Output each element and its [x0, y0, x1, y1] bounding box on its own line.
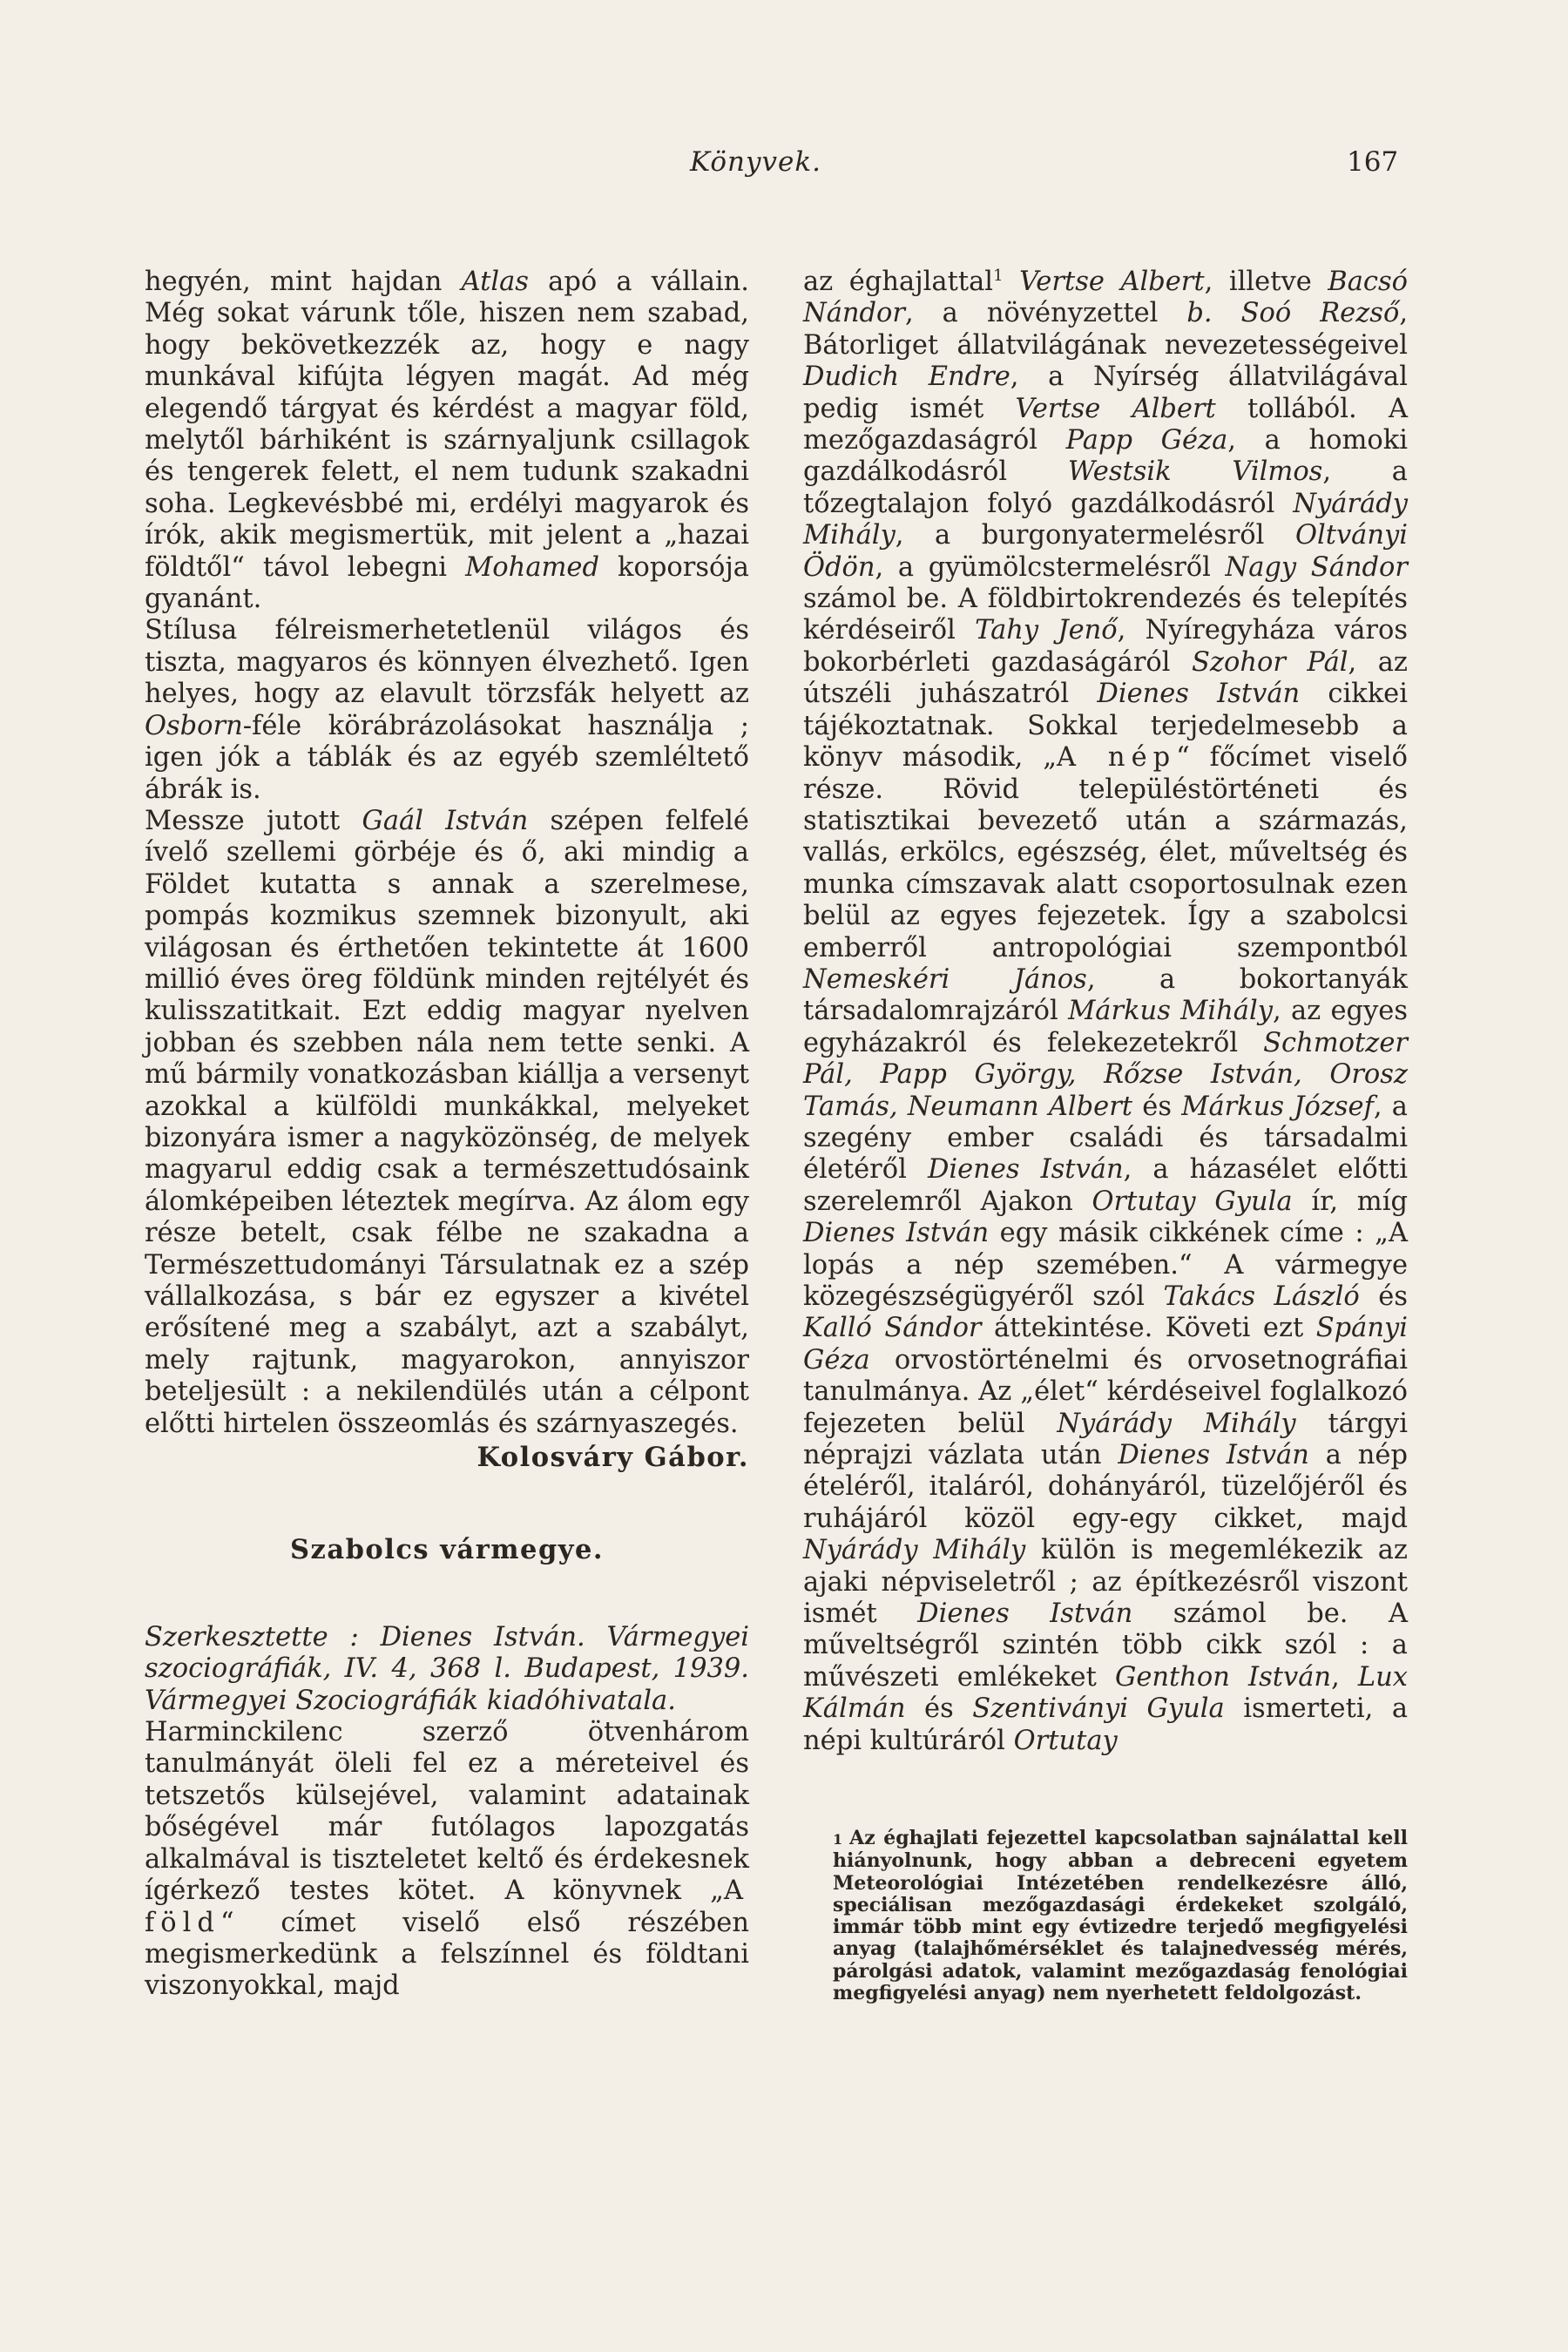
author-name: Nemeskéri János — [803, 963, 1087, 995]
paragraph: Stílusa félreismerhetetlenül világos és tiszta, magyaros és könnyen élvezhető. Igen helyes, hogy az elavult törzsfák helyett az Osborn-féle körábrázolásokat használja ; igen jók a táblák és az egyéb szemléltető ábrák is. — [145, 615, 749, 805]
text-run: , a tőzegtalajon folyó gazdálkodásról — [803, 456, 1408, 519]
text-run: az éghajlattal — [803, 267, 994, 297]
text-run: számol be. A földbirtokrendezés és telepítés kérdéseiről — [803, 584, 1408, 646]
text-run: , a burgonyatermelésről — [895, 520, 1295, 551]
paragraph — [803, 267, 1408, 1757]
text-run: ismerteti, a népi kultúráról — [803, 1693, 1409, 1756]
author-name: Genthon István — [1114, 1661, 1332, 1693]
text-run: , — [1331, 1661, 1358, 1693]
author-name: Bacsó Nándor — [803, 267, 1408, 329]
text-run: , Bátorliget állatvilágának nevezetességeivel — [803, 298, 1409, 361]
right-column — [803, 267, 1408, 1757]
paragraph: Harminckilenc szerző ötvenhárom tanulmányát öleli fel ez a méreteivel és tetszetős külsejével, valamint adatainak bőségével már futólagos lapozgatás alkalmával is tiszteletet keltő és érdekesnek ígérkező testes kötet. A könyvnek „A föld“ címet viselő első részében megismerkedünk a felszínnel és földtani viszonyokkal, majd — [145, 1717, 749, 2002]
author-name: b. Soó Rezső — [1186, 298, 1400, 329]
author-name: Márkus Mihály — [1068, 996, 1273, 1027]
author-name: Márkus József — [1181, 1091, 1374, 1122]
review-signature: Kolosváry Gábor. — [476, 1442, 749, 1474]
text-run: , az útszéli juhászatról — [803, 646, 1408, 710]
author-name: Dienes István — [1118, 1440, 1309, 1471]
footnote-reference: 1 — [993, 266, 1004, 285]
text-run: , Nyíregyháza város bokorbérleti gazdaságáról — [803, 615, 1408, 678]
text-run: orvostörténelmi és orvosetnográfiai tanulmánya. Az „élet“ kérdéseivel foglalkozó fejezeten belül — [803, 1344, 1408, 1439]
section-title: Szabolcs vármegye. — [289, 1534, 605, 1566]
text-run: , a gyümölcstermelésről — [875, 551, 1226, 583]
text-run: , az egyes egyházakról és felekezetekről — [803, 996, 1409, 1058]
author-name: Papp Géza — [1065, 425, 1228, 456]
author-name: Takács László — [1163, 1281, 1360, 1312]
spaced-title: A nép — [1057, 742, 1177, 774]
bibliographic-entry: Szerkesztette : Dienes István. Vármegyei szociográfiák, IV. 4, 368 l. Budapest, 1939. Vármegyei Szociográfiák kiadóhivatala. — [145, 1621, 749, 1716]
text-run: tárgyi néprajzi vázlata után — [803, 1408, 1408, 1471]
text-run: cikkei tájékoztatnak. Sokkal terjedelmesebb a könyv második, „ — [803, 679, 1408, 774]
author-name: Dienes István — [927, 1154, 1124, 1186]
paragraph: hegyén, mint hajdan Atlas apó a vállain. Még sokat várunk tőle, hiszen nem szabad, hogy bekövetkezzék az, hogy e nagy munkával kifújta légyen magát. Ad még elegendő tárgyat és kérdést a magyar föld, melytől bárhiként is szárnyaljunk csillagok és tengerek felett, el nem tudunk szakadni soha. Legkevésbbé mi, erdélyi magyarok és írók, akik megismertük, mit jelent a „hazai földtől“ távol lebegni Mohamed koporsója gyanánt. — [145, 267, 749, 615]
text-run: , illetve — [1204, 267, 1328, 297]
author-name: Tahy Jenő — [975, 615, 1118, 646]
author-name: Dienes István — [803, 1218, 990, 1249]
author-name: Spányi Géza — [803, 1313, 1408, 1375]
text-run: , a homoki gazdálkodásról — [803, 425, 1408, 488]
text-run: és — [1132, 1091, 1182, 1122]
author-name: Dienes István — [917, 1598, 1133, 1630]
author-name: Nagy Sándor — [1225, 551, 1408, 583]
text-run: , a növényzettel — [904, 298, 1187, 329]
text-run: és — [1359, 1281, 1409, 1312]
author-name: Oltványi Ödön — [803, 520, 1408, 583]
left-column — [145, 267, 749, 2003]
author-name: Nyárády Mihály — [803, 1535, 1026, 1566]
author-name: Dudich Endre — [803, 362, 1010, 393]
text-run: egy másik cikkének címe : „A lopás a nép szemében.“ A vármegye közegészségügyéről szól — [803, 1218, 1408, 1312]
author-name: Ortutay — [1013, 1725, 1118, 1756]
author-name: Westsik Vilmos — [1067, 456, 1323, 488]
text-run: és — [905, 1693, 973, 1725]
paragraph: Messze jutott Gaál István szépen felfelé ívelő szellemi görbéje és ő, aki mindig a Földet kutatta s annak a szerelmese, pompás kozmikus szemnek bizonyult, aki világosan és érthetően tekintette át 1600 millió éves öreg földünk minden rejtélyét és kulisszatitkait. Ezt eddig magyar nyelven jobban és szebben nála nem tette senki. A mű bármily vonatkozásban kiállja a versenyt azokkal a külföldi munkákkal, melyeket bizonyára ismer a nagyközönség, de melyek magyarul eddig csak a természettudósaink álomképeiben léteztek megírva. Az álom egy része betelt, csak félbe ne szakadna a Természettudományi Társulatnak ez a szép vállalkozása, s bár ez egyszer a kivétel erősítené meg a szabályt, azt a szabályt, mely rajtunk, magyarokon, annyiszor beteljesült : a nekilendülés után a célpont előtti hirtelen összeomlás és szárnyaszegés. — [145, 805, 749, 1439]
text-run: , a Nyírség állatvilágával pedig ismét — [803, 362, 1408, 424]
author-name: Dienes István — [1097, 679, 1301, 710]
text-run: számol be. A műveltségről szintén több cikk szól : a művészeti emlékeket — [803, 1598, 1408, 1693]
footnote-number: 1 — [833, 1831, 843, 1848]
author-name: Ortutay Gyula — [1092, 1186, 1293, 1217]
author-name: Szohor Pál — [1192, 646, 1348, 678]
author-name: Vertse Albert — [1015, 393, 1216, 424]
footnote-text: Az éghajlati fejezettel kapcsolatban sajnálattal kell hiányolnunk, hogy abban a debreceni egyetem Meteorológiai Intézetében rendelkezésre álló, speciálisan mezőgazdasági érdekeket szolgáló, immár több mint egy évtizedre terjedő megfigyelési anyag (talajhőmérséklet és talajnedvesség mérés, párolgási adatok, valamint mezőgazdaság fenológiai megfigyelési anyag) nem nyerhetett feldolgozást. — [833, 1827, 1408, 2005]
text-run: áttekintése. Követi ezt — [981, 1313, 1316, 1344]
author-name: Schmotzer Pál, Papp György, Rőzse István, Orosz Tamás, Neumann Albert — [803, 1027, 1408, 1122]
text-run: külön is megemlékezik az ajaki népviseletről ; az építkezésről viszont ismét — [803, 1535, 1408, 1630]
running-head: Könyvek. — [690, 146, 821, 178]
page-number: 167 — [1347, 146, 1399, 178]
author-name: Kalló Sándor — [803, 1313, 982, 1344]
author-name: Lux Kálmán — [803, 1661, 1408, 1725]
text-run: a nép ételéről, italáról, dohányáról, tüzelőjéről és ruhájáról közöl egy-egy cikket, majd — [803, 1440, 1408, 1534]
author-name: Szentiványi Gyula — [972, 1693, 1225, 1725]
text-run: tollából. A mezőgazdaságról — [803, 393, 1408, 456]
text-run: , a bokortanyák társadalomrajzáról — [803, 963, 1408, 1027]
author-name: Vertse Albert — [1019, 267, 1205, 297]
author-name: Nyárády Mihály — [803, 488, 1408, 551]
text-run — [1004, 267, 1020, 297]
text-run: “ főcímet viselő része. Rövid településtörténeti és statisztikai bevezető után a származás, vallás, erkölcs, egészség, élet, műveltség és munka címszavak alatt csoportosulnak ezen belül az egyes fejezetek. Így a szabolcsi emberről antropológiai szempontból — [803, 742, 1408, 963]
text-run: ír, míg — [1292, 1186, 1408, 1217]
text-run: , a házasélet előtti szerelemről Ajakon — [803, 1154, 1408, 1217]
footnote — [833, 1828, 1408, 2004]
text-run: , a szegény ember családi és társadalmi életéről — [803, 1091, 1408, 1186]
author-name: Nyárády Mihály — [1057, 1408, 1296, 1439]
